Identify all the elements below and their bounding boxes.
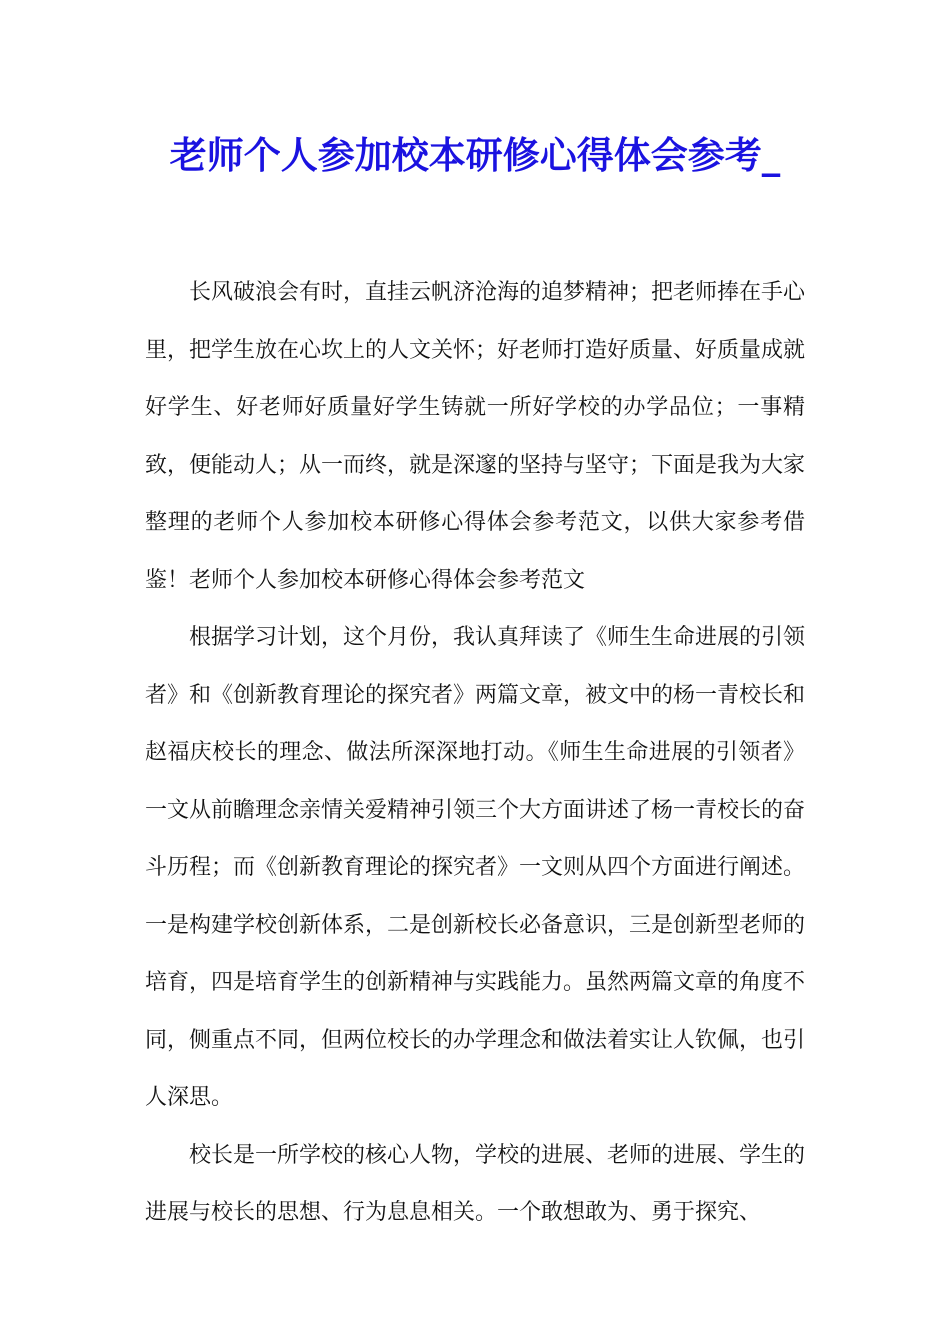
document-title: 老师个人参加校本研修心得体会参考_ — [169, 133, 781, 177]
paragraph-reading: 根据学习计划，这个月份，我认真拜读了《师生生命进展的引领者》和《创新教育理论的探究者》两篇文章，被文中的杨一青校长和赵福庆校长的理念、做法所深深地打动。《师生生命进展的引领者》一文从前瞻理念亲情关爱精神引领三个大方面讲述了杨一青校长的奋斗历程；而《创新教育理论的探究者》一文则从四个方面进行阐述。一是构建学校创新体系，二是创新校长必备意识，三是创新型老师的培育，四是培育学生的创新精神与实践能力。虽然两篇文章的角度不同，侧重点不同，但两位校长的办学理念和做法着实让人钦佩，也引人深思。 — [145, 625, 806, 1110]
paragraph-principal: 校长是一所学校的核心人物，学校的进展、老师的进展、学生的进展与校长的思想、行为息息相关。一个敢想敢为、勇于探究、 — [145, 1142, 806, 1225]
document-body — [145, 264, 805, 1242]
paragraph-intro: 长风破浪会有时，直挂云帆济沧海的追梦精神；把老师捧在手心里，把学生放在心坎上的人文关怀；好老师打造好质量、好质量成就好学生、好老师好质量好学生铸就一所好学校的办学品位；一事精致，便能动人；从一而终，就是深邃的坚持与坚守；下面是我为大家整理的老师个人参加校本研修心得体会参考范文，以供大家参考借鉴！老师个人参加校本研修心得体会参考范文 — [145, 280, 806, 593]
